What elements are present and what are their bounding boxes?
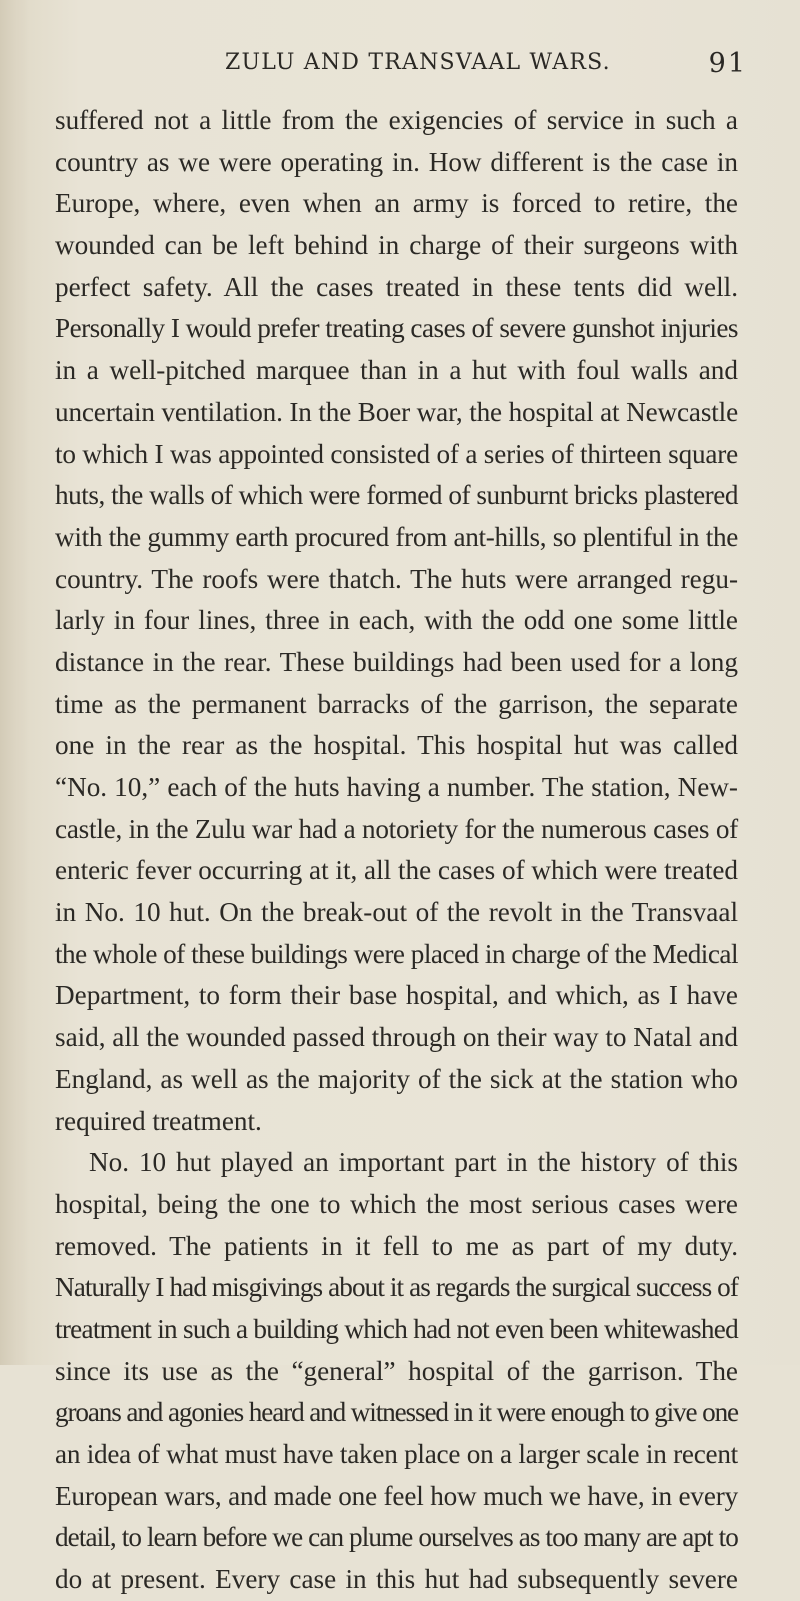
text-line: in No. 10 hut. On the break-out of the revolt in the Transvaal (55, 897, 738, 928)
text-line: distance in the rear. These buildings had been used for a long (55, 646, 738, 677)
text-line: enteric fever occurring at it, all the cases of which were treated (55, 855, 738, 886)
text-line: since its use as the “general” hospital of the garrison. The (55, 1355, 738, 1386)
text-line: time as the permanent barracks of the garrison, the separate (55, 688, 738, 719)
text-line: an idea of what must have taken place on a larger scale in recent (55, 1439, 738, 1469)
text-line: castle, in the Zulu war had a notoriety for the numerous cases of (55, 813, 738, 844)
text-line: Naturally I had misgivings about it as regards the surgical success of (55, 1272, 738, 1303)
text-line: with the gummy earth procured from ant-hills, so plentiful in the (55, 521, 738, 552)
text-line: hospital, being the one to which the most serious cases were (55, 1188, 738, 1219)
text-line: removed. The patients in it fell to me as part of my duty. (55, 1230, 738, 1261)
running-head (225, 50, 747, 86)
text-line: to which I was appointed consisted of a series of thirteen square (55, 438, 738, 469)
text-line: Department, to form their base hospital, and which, as I have (55, 980, 738, 1011)
text-line: do at present. Every case in this hut had subsequently severe (55, 1564, 738, 1595)
text-line: country. The roofs were thatch. The huts were arranged regu- (55, 563, 738, 594)
text-line: in a well-pitched marquee than in a hut with foul walls and (55, 355, 738, 386)
text-line: Personally I would prefer treating cases of severe gunshot injuries (55, 313, 738, 344)
text-line: treatment in such a building which had not even been whitewashed (55, 1313, 738, 1344)
text-line: huts, the walls of which were formed of sunburnt bricks plastered (55, 480, 738, 511)
text-line: wounded can be left behind in charge of their surgeons with (55, 230, 738, 261)
text-line: uncertain ventilation. In the Boer war, the hospital at Newcastle (55, 396, 738, 427)
page-gutter-shadow (0, 0, 28, 1365)
body-text (55, 100, 738, 1601)
text-line: suffered not a little from the exigencies of service in such a (55, 105, 738, 135)
running-title: ZULU AND TRANSVAAL WARS. (225, 50, 611, 75)
text-line: No. 10 hut played an important part in the history of this (89, 1147, 738, 1178)
text-line: Europe, where, even when an army is forced to retire, the (55, 188, 738, 219)
text-line: said, all the wounded passed through on their way to Natal and (55, 1022, 738, 1053)
text-line: groans and agonies heard and witnessed in it were enough to give one (55, 1397, 738, 1428)
text-line: “No. 10,” each of the huts having a number. The station, New- (55, 772, 738, 802)
text-line: perfect safety. All the cases treated in these tents did well. (55, 271, 738, 302)
text-line: required treatment. (55, 1105, 262, 1136)
text-line: country as we were operating in. How different is the case in (55, 146, 738, 177)
text-line: European wars, and made one feel how much we have, in every (55, 1480, 738, 1511)
text-line: England, as well as the majority of the sick at the station who (55, 1063, 738, 1094)
page-number: 91 (708, 48, 747, 79)
text-line: one in the rear as the hospital. This hospital hut was called (55, 730, 738, 761)
text-line: detail, to learn before we can plume ourselves as too many are apt to (55, 1522, 738, 1553)
text-line: the whole of these buildings were placed in charge of the Medical (55, 938, 738, 969)
text-line: larly in four lines, three in each, with the odd one some little (55, 605, 738, 636)
